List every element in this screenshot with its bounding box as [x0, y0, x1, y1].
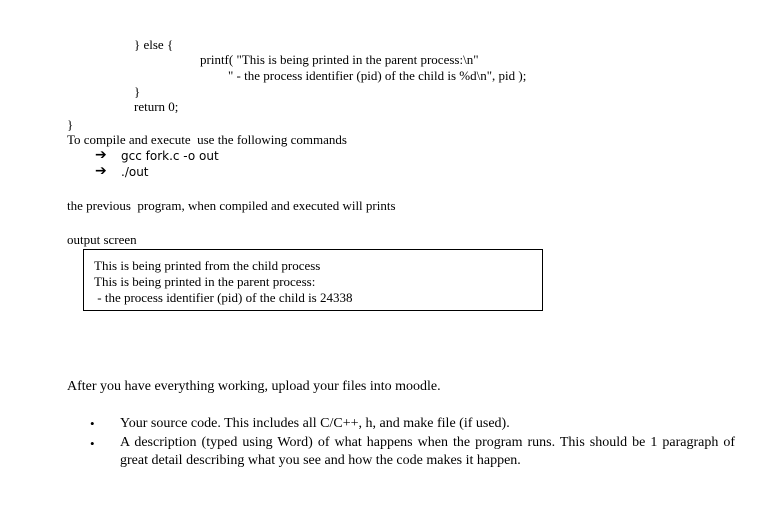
- output-label: output screen: [67, 232, 137, 247]
- output-line-1: This is being printed from the child process: [94, 258, 321, 273]
- arrow-right-icon: ➔: [95, 147, 107, 163]
- bullet-item-1: Your source code. This includes all C/C++, h, and make file (if used).: [120, 416, 510, 431]
- code-printf-line-2: " - the process identifier (pid) of the child is %d\n", pid );: [228, 68, 527, 83]
- compile-command-2: ./out: [121, 165, 149, 179]
- code-close-inner-brace: }: [134, 84, 141, 99]
- arrow-right-icon: ➔: [95, 163, 107, 179]
- code-else-line: } else {: [134, 37, 174, 52]
- output-line-2: This is being printed in the parent process:: [94, 274, 316, 289]
- bullet-icon: •: [90, 436, 95, 451]
- prints-text: the previous program, when compiled and executed will prints: [67, 198, 396, 213]
- compile-intro: To compile and execute use the following commands: [67, 132, 347, 147]
- output-box: [83, 249, 543, 311]
- code-printf-line-1: printf( "This is being printed in the parent process:\n": [200, 52, 479, 67]
- code-close-outer-brace: }: [67, 117, 74, 132]
- bullet-icon: •: [90, 416, 95, 431]
- upload-text: After you have everything working, upload your files into moodle.: [67, 379, 441, 394]
- code-return-line: return 0;: [134, 99, 179, 114]
- compile-command-1: gcc fork.c -o out: [121, 149, 219, 163]
- bullet-item-2: A description (typed using Word) of what happens when the program runs. This should be 1 paragraph of great detail describing what you see and how the code makes it happen.: [120, 435, 735, 468]
- output-line-3: - the process identifier (pid) of the child is 24338: [94, 290, 353, 305]
